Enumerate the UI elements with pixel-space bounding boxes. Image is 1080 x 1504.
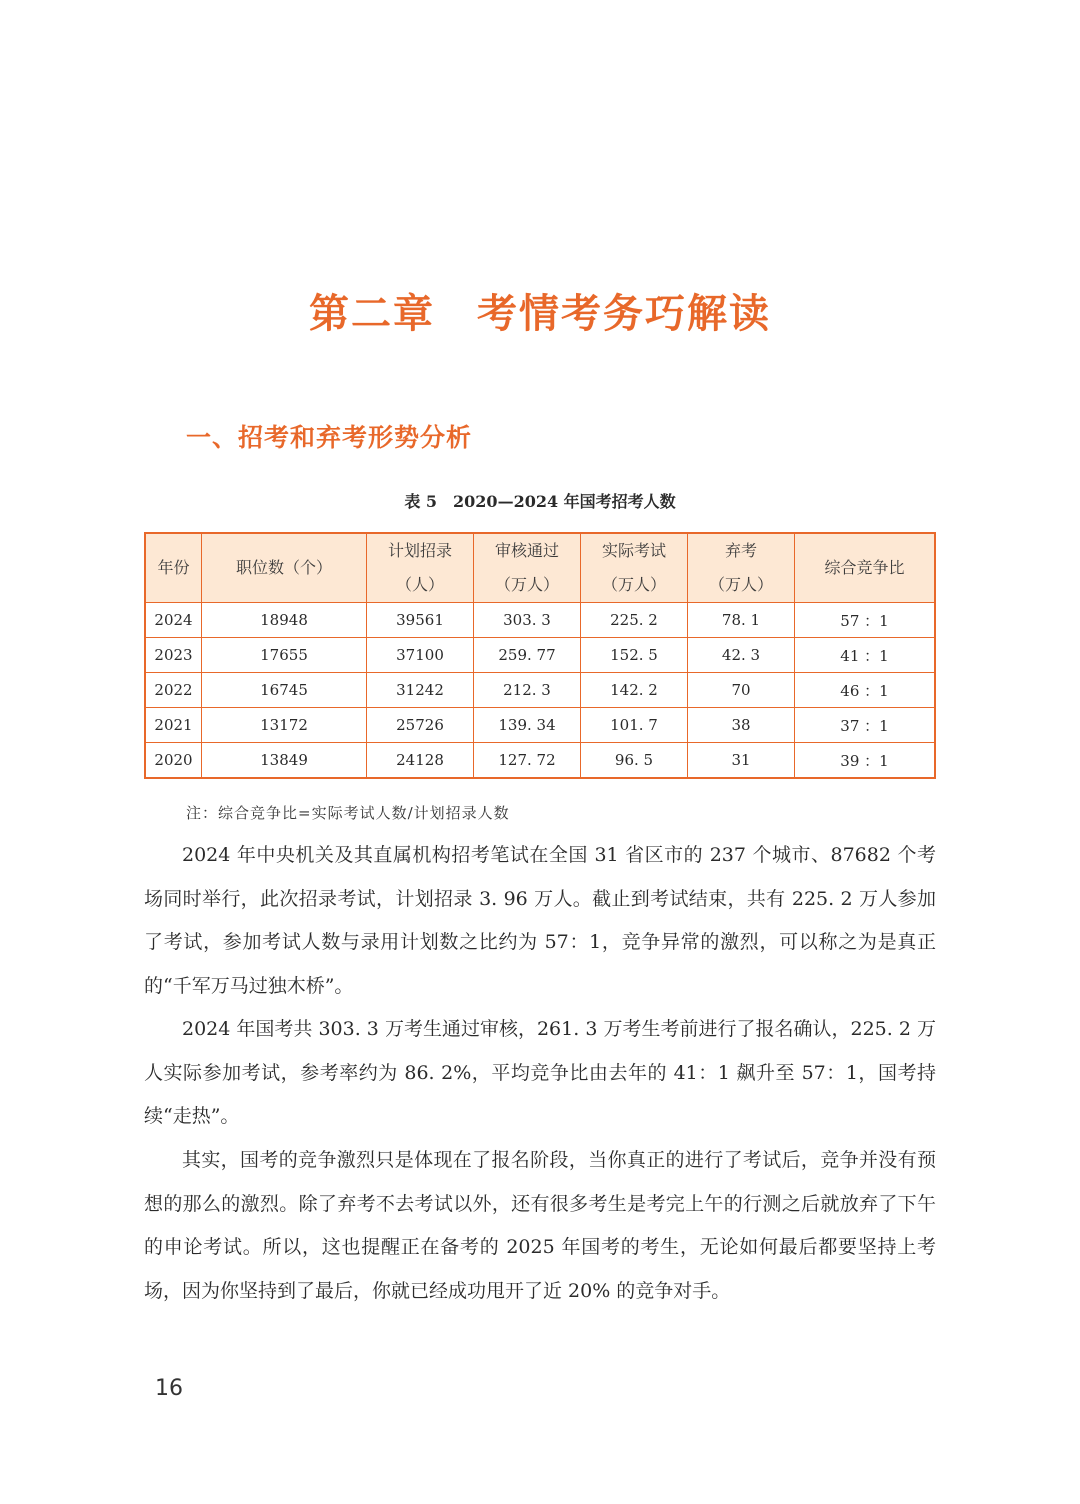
table-caption: 表 5 2020—2024 年国考招考人数 (404, 492, 676, 511)
cell-examined: 142. 2 (581, 673, 688, 708)
table-row (145, 603, 935, 638)
header-examined-line1: 实际考试 (601, 541, 666, 560)
table-row (145, 673, 935, 708)
header-positions: 职位数（个） (202, 533, 367, 603)
table-body (145, 603, 935, 779)
recruitment-table (144, 532, 936, 779)
cell-absent: 38 (688, 708, 795, 743)
table-header-row (145, 533, 935, 603)
cell-passed: 212. 3 (474, 673, 581, 708)
chapter-title: 第二章 考情考务巧解读 (309, 291, 771, 337)
header-year: 年份 (145, 533, 202, 603)
header-passed-line2: （万人） (494, 575, 559, 594)
cell-ratio: 37 ：1 (795, 708, 936, 743)
cell-passed: 303. 3 (474, 603, 581, 638)
cell-year: 2021 (145, 708, 202, 743)
cell-absent: 42. 3 (688, 638, 795, 673)
paragraph-3: 其实，国考的竞争激烈只是体现在了报名阶段，当你真正的进行了考试后，竞争并没有预想的那么的激烈。除了弃考不去考试以外，还有很多考生是考完上午的行测之后就放弃了下午的申论考试。所以，这也提醒正在备考的 2025 年国考的考生，无论如何最后都要坚持上考场，因为你坚持到了最后，你就已经成功甩开了近 20% 的竞争对手。 (144, 1149, 936, 1302)
cell-year: 2020 (145, 743, 202, 779)
cell-examined: 225. 2 (581, 603, 688, 638)
cell-ratio: 41 ：1 (795, 638, 936, 673)
cell-planned: 31242 (367, 673, 474, 708)
cell-ratio: 46 ：1 (795, 673, 936, 708)
table-note: 注：综合竞争比=实际考试人数/计划招录人数 (186, 804, 510, 822)
header-examined-line2: （万人） (601, 575, 666, 594)
cell-planned: 37100 (367, 638, 474, 673)
section-title: 一、招考和弃考形势分析 (186, 423, 473, 452)
header-planned-line1: 计划招录 (387, 541, 452, 560)
header-planned (367, 533, 474, 603)
header-absent (688, 533, 795, 603)
cell-year: 2023 (145, 638, 202, 673)
cell-absent: 78. 1 (688, 603, 795, 638)
header-passed-line1: 审核通过 (494, 541, 559, 560)
table-header (145, 533, 935, 603)
cell-examined: 96. 5 (581, 743, 688, 779)
cell-positions: 18948 (202, 603, 367, 638)
cell-year: 2024 (145, 603, 202, 638)
header-absent-line2: （万人） (708, 575, 773, 594)
header-examined (581, 533, 688, 603)
page-number: 16 (155, 1376, 183, 1401)
cell-planned: 25726 (367, 708, 474, 743)
cell-ratio: 39 ：1 (795, 743, 936, 779)
cell-examined: 101. 7 (581, 708, 688, 743)
cell-examined: 152. 5 (581, 638, 688, 673)
cell-absent: 70 (688, 673, 795, 708)
table-row (145, 743, 935, 779)
cell-absent: 31 (688, 743, 795, 779)
header-passed (474, 533, 581, 603)
cell-planned: 39561 (367, 603, 474, 638)
cell-passed: 139. 34 (474, 708, 581, 743)
cell-passed: 259. 77 (474, 638, 581, 673)
cell-planned: 24128 (367, 743, 474, 779)
header-ratio: 综合竞争比 (795, 533, 936, 603)
header-absent-line1: 弃考 (724, 541, 757, 560)
cell-positions: 16745 (202, 673, 367, 708)
cell-positions: 17655 (202, 638, 367, 673)
paragraph-2: 2024 年国考共 303. 3 万考生通过审核，261. 3 万考生考前进行了报名确认，225. 2 万人实际参加考试，参考率约为 86. 2%，平均竞争比由去年的 41：1 飙升至 57：1，国考持续“走热”。 (144, 1018, 936, 1127)
table-row (145, 708, 935, 743)
cell-passed: 127. 72 (474, 743, 581, 779)
paragraph-1: 2024 年中央机关及其直属机构招考笔试在全国 31 省区市的 237 个城市、87682 个考场同时举行，此次招录考试，计划招录 3. 96 万人。截止到考试结束，共有 225. 2 万人参加了考试，参加考试人数与录用计划数之比约为 57：1，竞争异常的激烈，可以称之为是真正的“千军万马过独木桥”。 (144, 844, 936, 997)
cell-positions: 13849 (202, 743, 367, 779)
cell-positions: 13172 (202, 708, 367, 743)
cell-ratio: 57 ：1 (795, 603, 936, 638)
cell-year: 2022 (145, 673, 202, 708)
table-row (145, 638, 935, 673)
header-planned-line2: （人） (395, 575, 444, 594)
